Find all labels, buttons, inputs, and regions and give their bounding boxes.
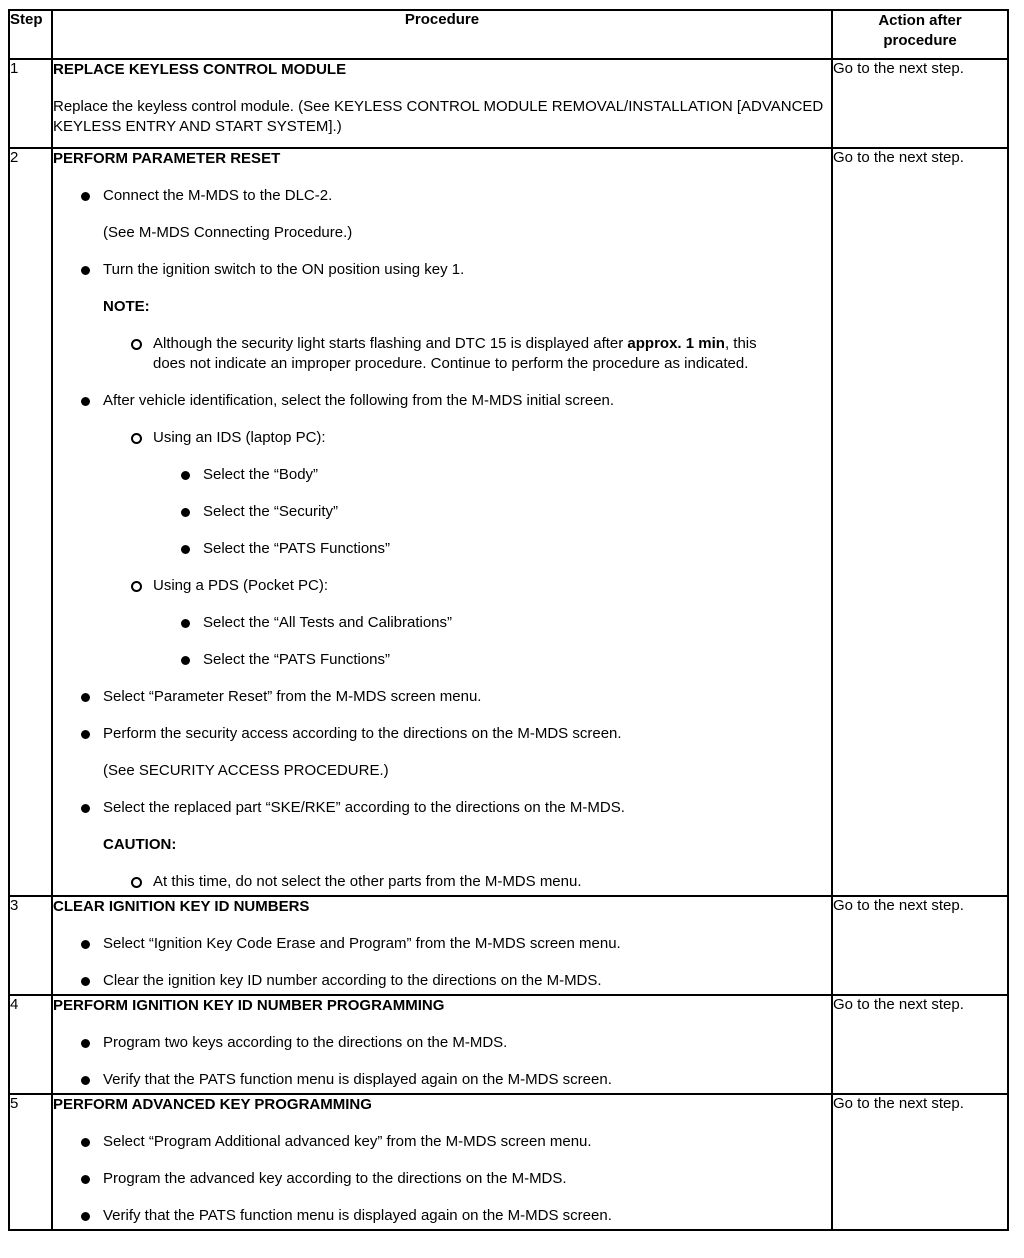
- step-procedure: [52, 896, 832, 995]
- bullet-icon: [181, 545, 190, 554]
- step-number: 1: [9, 59, 52, 148]
- bullet-icon: [181, 619, 190, 628]
- circle-bullet-icon: [131, 433, 142, 444]
- list-item-note: (See M-MDS Connecting Procedure.): [103, 224, 353, 241]
- bullet-icon: [81, 804, 90, 813]
- bullet-icon: [81, 1076, 90, 1085]
- step-number: 2: [9, 148, 52, 896]
- bullet-icon: [181, 656, 190, 665]
- header-action: [832, 10, 1008, 59]
- bullet-icon: [81, 977, 90, 986]
- bullet-icon: [81, 1175, 90, 1184]
- sub-sub-list-item: Select the “PATS Functions”: [53, 539, 831, 559]
- step-title: PERFORM ADVANCED KEY PROGRAMMING: [53, 1096, 372, 1113]
- list-item: Select “Parameter Reset” from the M-MDS screen menu.: [53, 687, 831, 707]
- step-title: REPLACE KEYLESS CONTROL MODULE: [53, 61, 347, 78]
- step-action: Go to the next step.: [832, 148, 1008, 896]
- header-action-line2: procedure: [883, 32, 957, 49]
- step-procedure: [52, 59, 832, 148]
- bullet-icon: [81, 266, 90, 275]
- list-item: Program the advanced key according to the directions on the M-MDS.: [53, 1169, 831, 1189]
- list-item: Select “Program Additional advanced key” from the M-MDS screen menu.: [53, 1132, 831, 1152]
- sub-sub-list-item: Select the “PATS Functions”: [53, 650, 831, 670]
- circle-bullet-icon: [131, 581, 142, 592]
- step-title: PERFORM IGNITION KEY ID NUMBER PROGRAMMING: [53, 997, 445, 1014]
- bullet-icon: [81, 693, 90, 702]
- step-title: PERFORM PARAMETER RESET: [53, 150, 281, 167]
- header-procedure: Procedure: [52, 10, 832, 59]
- circle-bullet-icon: [131, 339, 142, 350]
- step-title: CLEAR IGNITION KEY ID NUMBERS: [53, 898, 310, 915]
- step-action: Go to the next step.: [832, 1094, 1008, 1230]
- step-action: Go to the next step.: [832, 995, 1008, 1094]
- list-item: Turn the ignition switch to the ON position using key 1.: [53, 260, 831, 280]
- list-item: Select the replaced part “SKE/RKE” according to the directions on the M-MDS.: [53, 798, 831, 818]
- note-item: Although the security light starts flashing and DTC 15 is displayed after approx. 1 min, this does not indicate an improper procedure. Continue to perform the procedure as indicated.: [53, 334, 831, 374]
- step-number: 4: [9, 995, 52, 1094]
- step-number: 3: [9, 896, 52, 995]
- step-action: Go to the next step.: [832, 59, 1008, 148]
- circle-bullet-icon: [131, 877, 142, 888]
- note-label: NOTE:: [103, 298, 150, 315]
- bullet-icon: [81, 1138, 90, 1147]
- table-row: [9, 148, 1008, 896]
- header-action-line1: Action after: [878, 12, 962, 29]
- sub-sub-list-item: Select the “All Tests and Calibrations”: [53, 613, 831, 633]
- sub-sub-list-item: Select the “Security”: [53, 502, 831, 522]
- step-procedure: [52, 148, 832, 896]
- step-number: 5: [9, 1094, 52, 1230]
- list-item: Perform the security access according to the directions on the M-MDS screen.: [53, 724, 831, 744]
- bullet-icon: [81, 730, 90, 739]
- list-item: Program two keys according to the directions on the M-MDS.: [53, 1033, 831, 1053]
- list-item: Verify that the PATS function menu is displayed again on the M-MDS screen.: [53, 1070, 831, 1090]
- bullet-icon: [81, 940, 90, 949]
- bullet-icon: [81, 192, 90, 201]
- bullet-icon: [81, 1212, 90, 1221]
- bullet-icon: [81, 397, 90, 406]
- list-item: Select “Ignition Key Code Erase and Program” from the M-MDS screen menu.: [53, 934, 831, 954]
- bullet-icon: [181, 508, 190, 517]
- caution-label: CAUTION:: [103, 836, 177, 853]
- procedure-table: [8, 9, 1009, 1231]
- list-item: Connect the M-MDS to the DLC-2.: [53, 186, 831, 206]
- sub-list-item: Using a PDS (Pocket PC):: [53, 576, 831, 596]
- list-item-note: (See SECURITY ACCESS PROCEDURE.): [103, 762, 389, 779]
- step-procedure: [52, 995, 832, 1094]
- sub-sub-list-item: Select the “Body”: [53, 465, 831, 485]
- sub-list-item: Using an IDS (laptop PC):: [53, 428, 831, 448]
- caution-item: At this time, do not select the other parts from the M-MDS menu.: [53, 872, 831, 892]
- table-row: [9, 59, 1008, 148]
- header-step: Step: [9, 10, 52, 59]
- table-row: [9, 896, 1008, 995]
- list-item: Verify that the PATS function menu is displayed again on the M-MDS screen.: [53, 1206, 831, 1226]
- bullet-icon: [181, 471, 190, 480]
- step-procedure: [52, 1094, 832, 1230]
- list-item: After vehicle identification, select the following from the M-MDS initial screen.: [53, 391, 831, 411]
- list-item: Clear the ignition key ID number according to the directions on the M-MDS.: [53, 971, 831, 991]
- header-row: [9, 10, 1008, 59]
- bullet-icon: [81, 1039, 90, 1048]
- step-action: Go to the next step.: [832, 896, 1008, 995]
- table-row: [9, 1094, 1008, 1230]
- table-row: [9, 995, 1008, 1094]
- procedure-text: Replace the keyless control module. (See KEYLESS CONTROL MODULE REMOVAL/INSTALLATION [ADVANCED KEYLESS ENTRY AND START SYSTEM].): [53, 98, 824, 135]
